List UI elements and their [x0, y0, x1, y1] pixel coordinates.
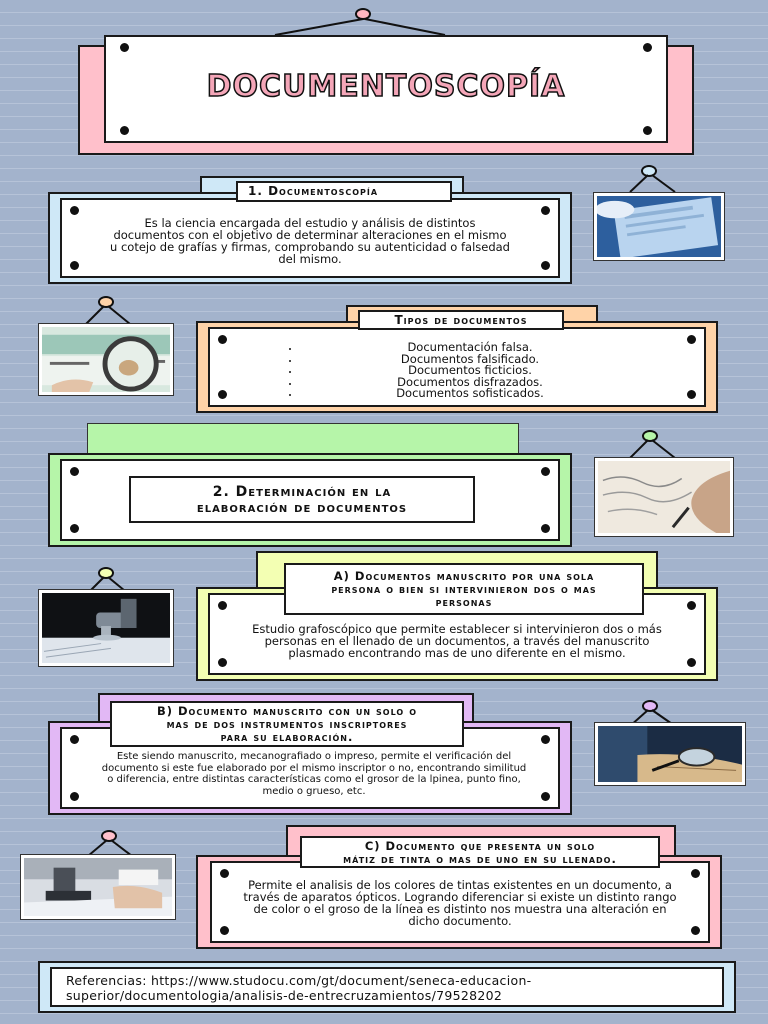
references-line1: Referencias: https://www.studocu.com/gt/document/seneca-educacion-	[66, 973, 532, 988]
references-text	[66, 973, 531, 1003]
section1-panel	[60, 198, 560, 278]
magnifier-photo	[38, 323, 174, 396]
lab-photo	[20, 854, 176, 920]
sub-b-text: Este siendo manuscrito, mecanografiado o impreso, permite el verificación del documento si este fue elaborado por el mismo inscriptor o no, encontrando similitud o diferencia, entre distintas características como el grosor de la lpinea, punto fino, medio o grueso, etc.	[101, 751, 527, 797]
sub-a-text: Estudio grafoscópico que permite establecer si intervinieron dos o más personas en el llenado de un documentos, a través del manuscrito plasmado encontrando mas de uno diferente en el mismo.	[252, 622, 662, 660]
list-item: • Documentos sofisticados.	[300, 388, 600, 400]
sub-a-heading-line2: persona o bien si intervinieron dos o mas	[331, 582, 597, 596]
tipos-list	[300, 342, 600, 400]
section1-heading: 1. Documentoscopía	[236, 181, 452, 202]
sub-b-heading	[110, 701, 464, 747]
section2-heading	[129, 476, 475, 523]
tipos-panel	[208, 327, 706, 407]
sub-a-heading	[284, 563, 644, 615]
section2-tab	[87, 423, 519, 457]
list-item: • Documentos disfrazados.	[300, 377, 600, 389]
tipos-heading: Tipos de documentos	[358, 310, 564, 330]
page-title: DOCUMENTOSCOPÍA	[206, 69, 566, 104]
sub-c-panel	[210, 861, 710, 943]
sub-b-heading-line2: mas de dos instrumentos inscriptores	[166, 717, 408, 731]
sub-c-text: Permite el analisis de los colores de tintas existentes en un documento, a través de aparatos ópticos. Logrando diferenciar si existe un distinto rango de color o el groso de la línea es distinto nos muestra una alteración en dicho documento.	[243, 878, 677, 928]
sub-b-heading-line1: B) Documento manuscrito con un solo o	[156, 704, 418, 718]
section2-heading-line2: elaboración de documentos	[196, 500, 408, 516]
handwriting-photo	[594, 457, 734, 537]
list-item: • Documentación falsa.	[300, 342, 600, 354]
list-item: • Documentos ficticios.	[300, 365, 600, 377]
title-panel	[104, 35, 668, 143]
section2-heading-line1: 2. Determinación en la	[212, 484, 392, 500]
title-hanger-strings	[0, 0, 768, 40]
magnifier-desk-photo	[594, 722, 746, 786]
microscope-photo	[38, 589, 174, 667]
references-line2: superior/documentologia/analisis-de-entrecruzamientos/79528202	[66, 988, 503, 1003]
list-item: • Documentos falsificado.	[300, 354, 600, 366]
section1-text: Es la ciencia encargada del estudio y análisis de distintos documentos con el objetivo de determinar alteraciones en el mismo u cotejo de grafías y firmas, comprobando su autenticidad o falsedad del mismo.	[110, 216, 510, 266]
sub-b-heading-line3: para su elaboración.	[220, 730, 354, 744]
references-panel	[50, 967, 724, 1007]
sub-c-heading-line2: mátiz de tinta o mas de uno en su llenado.	[343, 852, 617, 866]
document-photo	[593, 192, 725, 261]
sub-c-heading-line1: C) Documento que presenta un solo	[364, 839, 596, 853]
sub-a-heading-line3: personas	[435, 595, 493, 609]
sub-c-heading	[300, 836, 660, 868]
sub-a-heading-line1: A) Documentos manuscrito por una sola	[333, 569, 595, 583]
